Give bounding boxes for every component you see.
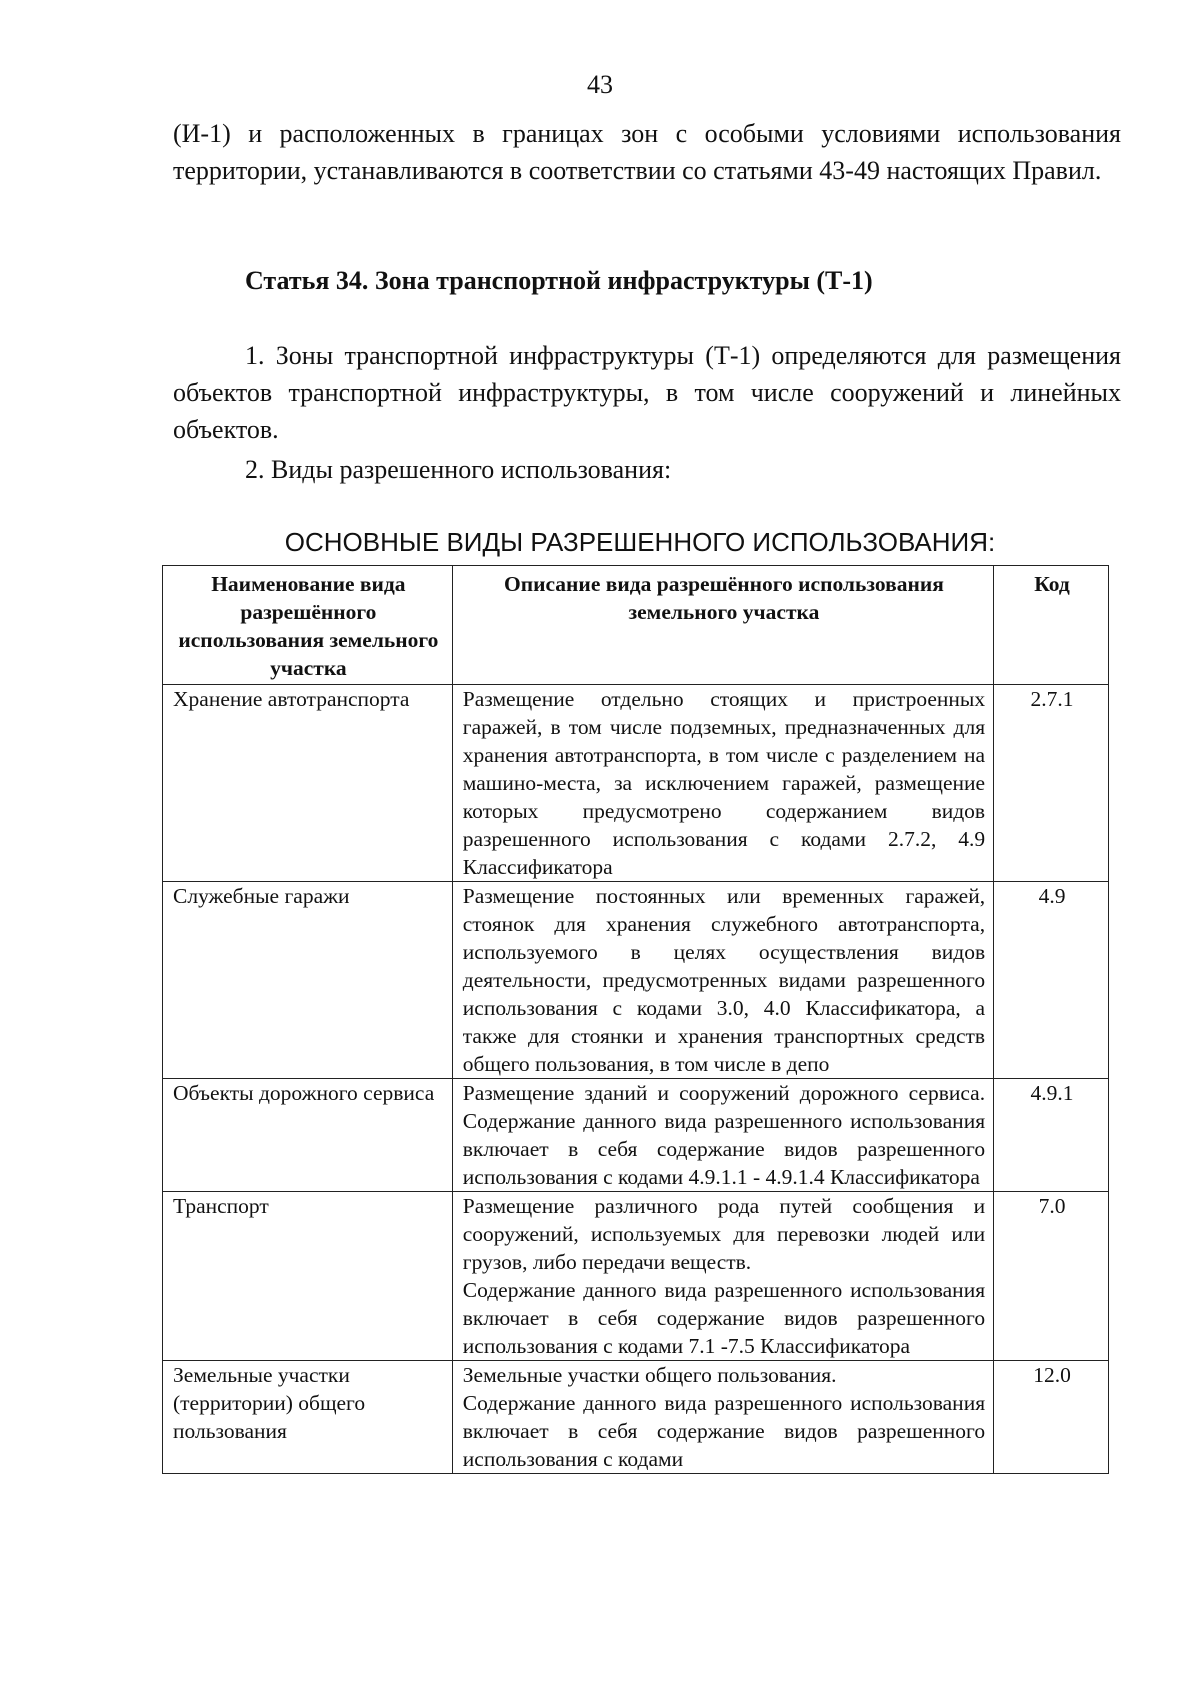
row-code: 4.9.1 [994, 1079, 1109, 1192]
clause-1-paragraph: 1. Зоны транспортной инфраструктуры (Т-1) определяются для размещения объектов транспортной инфраструктуры, в том числе сооружений и линейных объектов. [173, 341, 1121, 444]
row-description-text: Размещение отдельно стоящих и пристроенных гаражей, в том числе подземных, предназначенных для хранения автотранспорта, в том числе с разделением на машино-места, за исключением гаражей, размещение которых предусмотрено содержанием видов разрешенного использования с кодами 2.7.2, 4.9 Классификатора [462, 687, 986, 879]
row-description [452, 1079, 993, 1192]
row-name: Земельные участки (территории) общего пользования [163, 1361, 453, 1474]
row-code: 12.0 [994, 1361, 1109, 1474]
header-description: Описание вида разрешённого использования земельного участка [452, 566, 993, 685]
row-code: 4.9 [994, 882, 1109, 1079]
row-name: Транспорт [163, 1192, 453, 1361]
row-code: 7.0 [994, 1192, 1109, 1361]
header-code: Код [994, 566, 1109, 685]
row-description [452, 685, 993, 882]
page-number: 43 [587, 70, 613, 99]
table-row [163, 1079, 1109, 1192]
row-description-text: Земельные участки общего пользования. [462, 1363, 837, 1387]
intro-paragraph: (И-1) и расположенных в границах зон с особыми условиями использования территории, устанавливаются в соответствии со статьями 43-49 настоящих Правил. [173, 119, 1121, 185]
row-description-text: Размещение различного рода путей сообщения и сооружений, используемых для перевозки людей или грузов, либо передачи веществ. [462, 1194, 986, 1274]
row-description-text: Размещение зданий и сооружений дорожного сервиса. Содержание данного вида разрешенного использования включает в себя содержание видов разрешенного использования с кодами 4.9.1.1 - 4.9.1.4 Классификатора [462, 1081, 986, 1189]
table-row [163, 685, 1109, 882]
row-description [452, 1192, 993, 1361]
row-description-extra: Содержание данного вида разрешенного использования включает в себя содержание видов разрешенного использования с кодами [462, 1391, 986, 1471]
table-row [163, 1361, 1109, 1474]
row-code: 2.7.1 [994, 685, 1109, 882]
row-description [452, 882, 993, 1079]
row-description-extra: Содержание данного вида разрешенного использования включает в себя содержание видов разрешенного использования с кодами 7.1 -7.5 Классификатора [462, 1278, 986, 1358]
table-row [163, 882, 1109, 1079]
table-caption: ОСНОВНЫЕ ВИДЫ РАЗРЕШЕННОГО ИСПОЛЬЗОВАНИЯ: [284, 527, 996, 557]
permitted-uses-table [162, 565, 1109, 1474]
row-description [452, 1361, 993, 1474]
row-description-text: Размещение постоянных или временных гаражей, стоянок для хранения служебного автотранспорта, используемого в целях осуществления видов деятельности, предусмотренных видами разрешенного использования с кодами 3.0, 4.0 Классификатора, а также для стоянки и хранения транспортных средств общего пользования, в том числе в депо [462, 884, 986, 1076]
header-name: Наименование вида разрешённого использования земельного участка [163, 566, 453, 685]
table-header-row [163, 566, 1109, 685]
clause-2-paragraph: 2. Виды разрешенного использования: [245, 455, 672, 484]
row-name: Объекты дорожного сервиса [163, 1079, 453, 1192]
row-name: Хранение автотранспорта [163, 685, 453, 882]
article-title: Статья 34. Зона транспортной инфраструктуры (Т-1) [245, 266, 873, 295]
row-name: Служебные гаражи [163, 882, 453, 1079]
table-row [163, 1192, 1109, 1361]
